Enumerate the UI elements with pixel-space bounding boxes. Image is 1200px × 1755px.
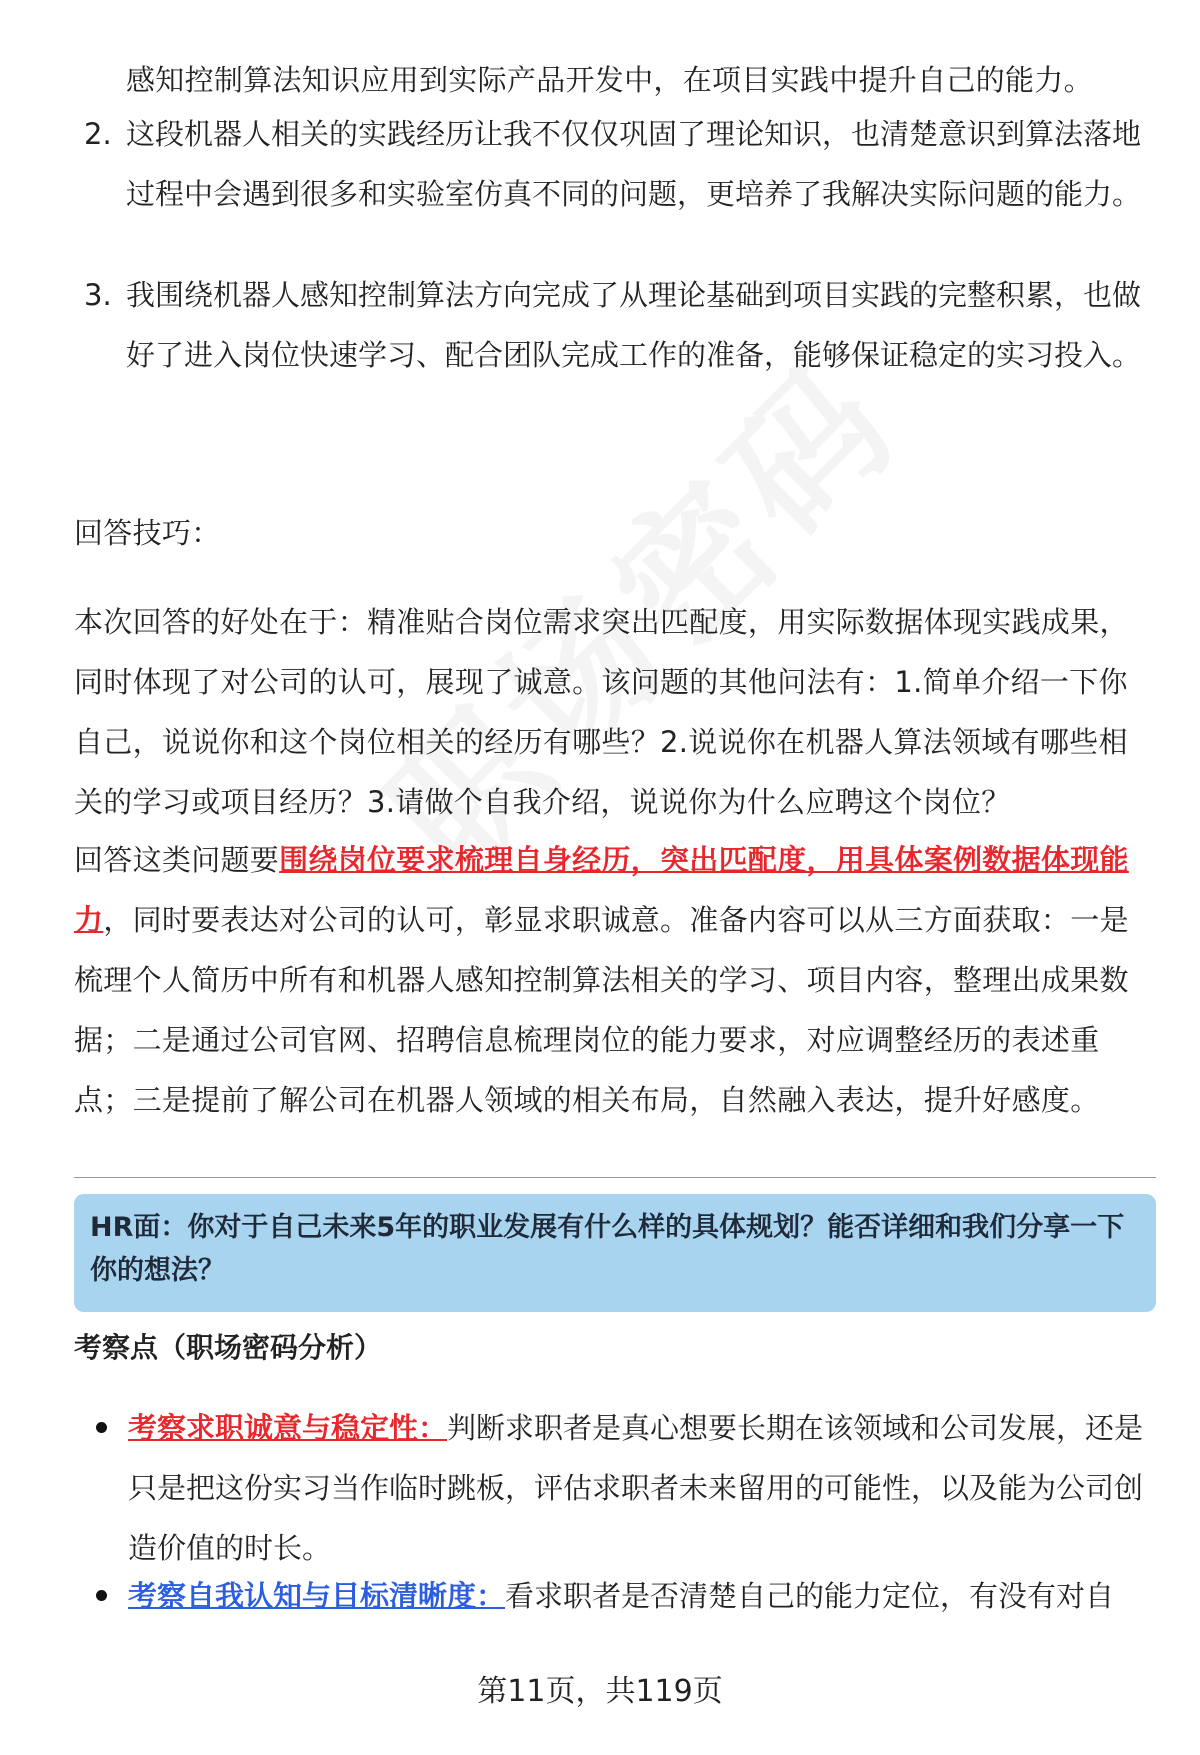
bullet-dot — [96, 1590, 107, 1601]
answer-suffix: ，同时要表达对公司的认可，彰显求职诚意。准备内容可以从三方面获取：一是梳理个人简历中所有和机器人感知控制算法相关的学习、项目内容，整理出成果数据；二是通过公司官网、招聘信息梳理岗位的能力要求，对应调整经历的表述重点；三是提前了解公司在机器人领域的相关布局，自然融入表达，提升好感度。 — [74, 903, 1129, 1117]
answer-paragraph — [74, 830, 1156, 1130]
list-item-text: 这段机器人相关的实践经历让我不仅仅巩固了理论知识，也清楚意识到算法落地过程中会遇到很多和实验室仿真不同的问题，更培养了我解决实际问题的能力。 — [126, 117, 1142, 211]
bullet-item — [96, 1398, 1156, 1578]
page-footer: 第11页，共119页 — [477, 1674, 723, 1709]
bullet-label: 考察求职诚意与稳定性： — [128, 1411, 448, 1445]
bullet-label: 考察自我认知与目标清晰度： — [128, 1579, 506, 1613]
tips-paragraph: 本次回答的好处在于：精准贴合岗位需求突出匹配度，用实际数据体现实践成果，同时体现了对公司的认可，展现了诚意。该问题的其他问法有：1.简单介绍一下你自己，说说你和这个岗位相关的经历有哪些？2.说说你在机器人算法领域有哪些相关的学习或项目经历？3.请做个自我介绍，说说你为什么应聘这个岗位？ — [74, 605, 1129, 819]
list-item-text: 我围绕机器人感知控制算法方向完成了从理论基础到项目实践的完整积累，也做好了进入岗位快速学习、配合团队完成工作的准备，能够保证稳定的实习投入。 — [126, 278, 1142, 372]
bullet-dot — [96, 1422, 107, 1433]
list-number: 2. — [84, 117, 112, 151]
section-divider — [74, 1177, 1156, 1178]
question-box: HR面：你对于自己未来5年的职业发展有什么样的具体规划？能否详细和我们分享一下你的想法？ — [74, 1194, 1156, 1312]
answer-prefix: 回答这类问题要 — [74, 843, 280, 877]
list-item — [84, 104, 1144, 224]
bullet-text: 看求职者是否清楚自己的能力定位，有没有对自 — [505, 1579, 1115, 1613]
analysis-title: 考察点（职场密码分析） — [74, 1331, 383, 1364]
bullet-text: 判断求职者是真心想要长期在该领域和公司发展，还是只是把这份实习当作临时跳板，评估求职者未来留用的可能性，以及能为公司创造价值的时长。 — [128, 1411, 1144, 1565]
tips-heading: 回答技巧： — [74, 516, 221, 550]
answer-highlight: 围绕岗位要求梳理自身经历，突出匹配度，用具体案例数据体现能力 — [74, 843, 1129, 937]
list-number: 3. — [84, 278, 112, 312]
list-item — [84, 265, 1144, 385]
bullet-item — [96, 1566, 1156, 1626]
continuation-line: 感知控制算法知识应用到实际产品开发中，在项目实践中提升自己的能力。 — [126, 63, 1093, 97]
